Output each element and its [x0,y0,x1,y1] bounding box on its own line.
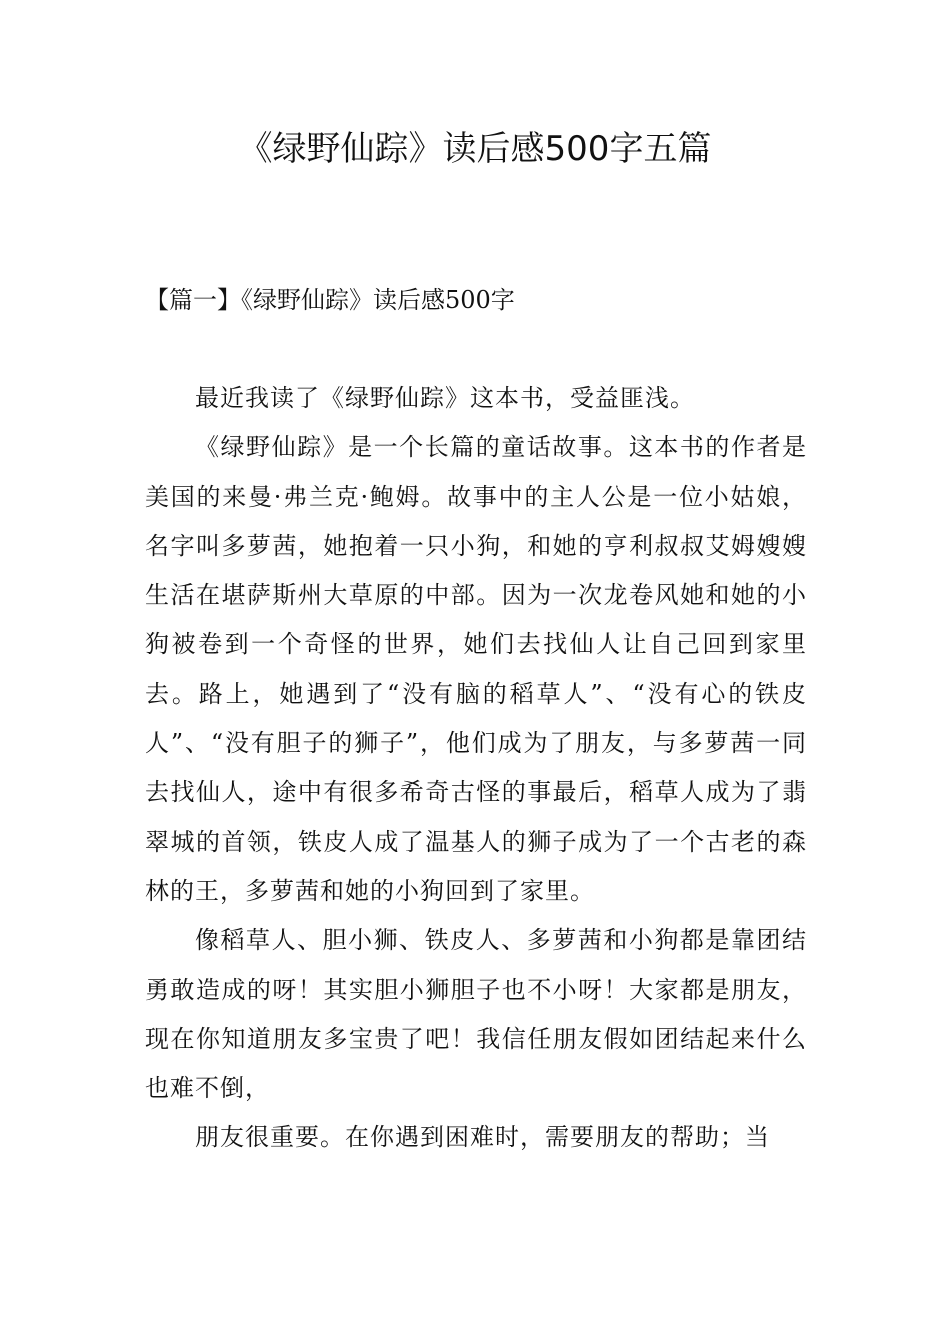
paragraph-3: 像稻草人、胆小狮、铁皮人、多萝茜和小狗都是靠团结勇敢造成的呀！其实胆小狮胆子也不小呀！大家都是朋友，现在你知道朋友多宝贵了吧！我信任朋友假如团结起来什么也难不倒， [145,926,807,1103]
paragraph-4: 朋友很重要。在你遇到困难时，需要朋友的帮助；当 [195,1123,770,1152]
paragraph-1: 最近我读了《绿野仙踪》这本书，受益匪浅。 [195,384,695,412]
document-title: 《绿野仙踪》读后感500字五篇 [238,129,712,169]
body-text [145,374,807,1163]
paragraph-2: 《绿野仙踪》是一个长篇的童话故事。这本书的作者是美国的来曼·弗兰克·鲍姆。故事中的主人公是一位小姑娘，名字叫多萝茜，她抱着一只小狗，和她的亨利叔叔艾姆嫂嫂生活在堪萨斯州大草原的中部。因为一次龙卷风她和她的小狗被卷到一个奇怪的世界，她们去找仙人让自己回到家里去。路上，她遇到了“没有脑的稻草人”、“没有心的铁皮人”、“没有胆子的狮子”，他们成为了朋友，与多萝茜一同去找仙人，途中有很多希奇古怪的事最后，稻草人成为了翡翠城的首领，铁皮人成了温基人的狮子成为了一个古老的森林的王，多萝茜和她的小狗回到了家里。 [145,433,807,905]
section-heading: 【篇一】《绿野仙踪》读后感500字 [145,286,515,314]
